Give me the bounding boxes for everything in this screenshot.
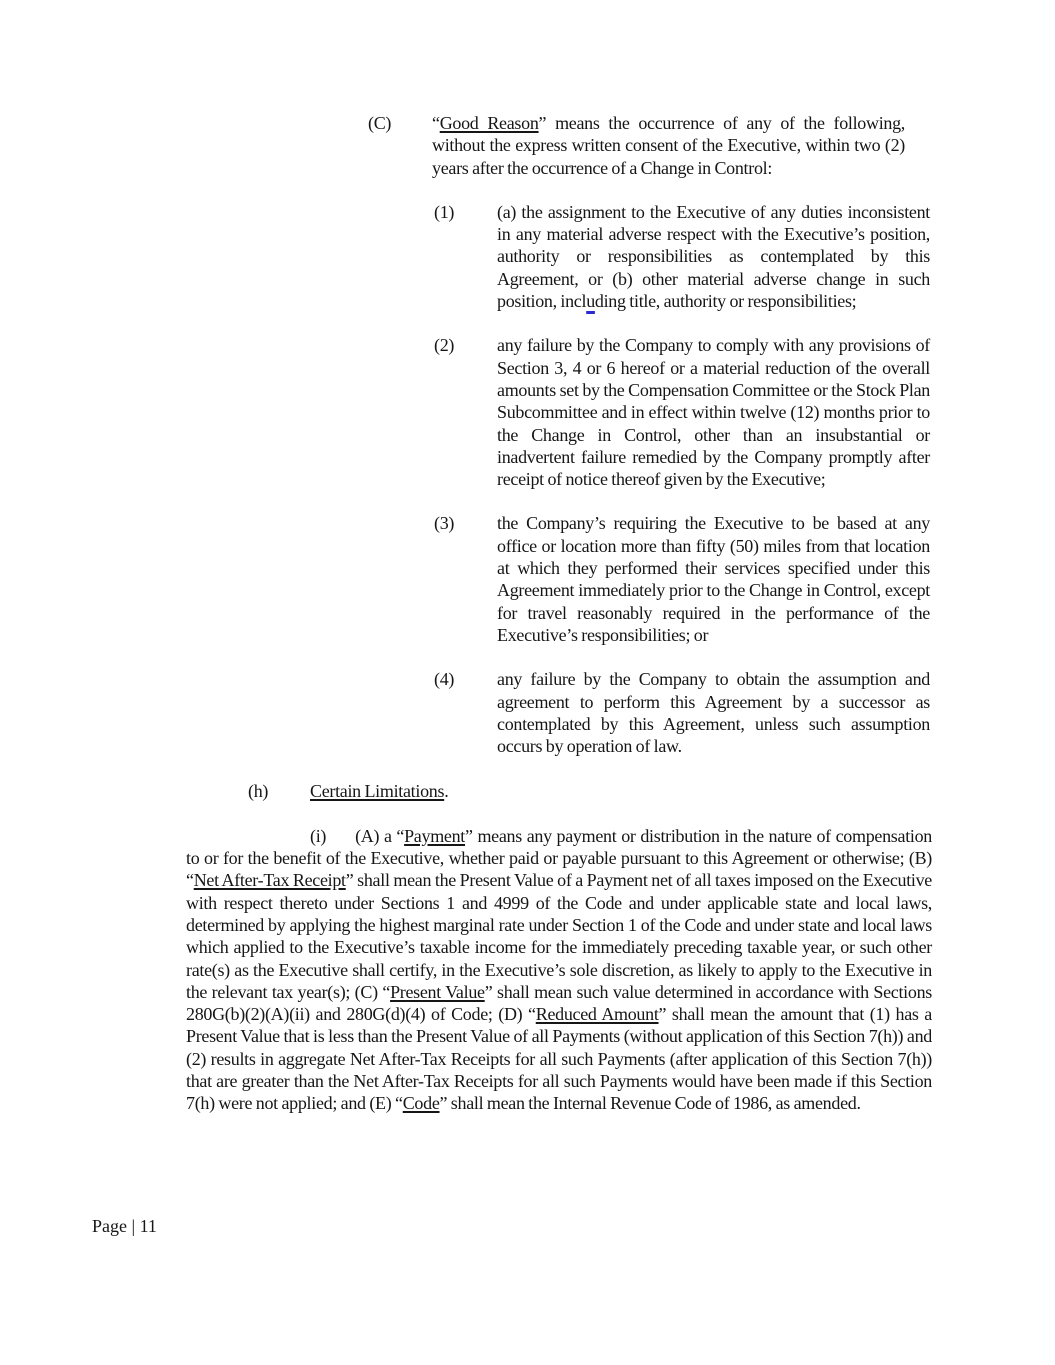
list-item-1-text: (a) the assignment to the Executive of any duties inconsistent in any material adverse respect with the Executive’s position, authority or responsibilities as contemplated by this Agreement, or (b) other material adverse change in such position, including title, authority or responsibilities; (497, 201, 930, 312)
clause-h-heading: Certain Limitations. (310, 781, 449, 802)
list-item-1 (434, 201, 930, 312)
list-item-3-text: the Company’s requiring the Executive to be based at any office or location more than fifty (50) miles from that location at which they performed their services specified under this Agreement immediately prior to the Change in Control, except for travel reasonably required in the performance of the Executive’s responsibilities; or (497, 513, 930, 645)
list-item-2-label: (2) (434, 335, 455, 356)
clause-h-certain-limitations (248, 780, 1055, 802)
list-item-2 (434, 334, 930, 490)
list-item-2-text: any failure by the Company to comply with any provisions of Section 3, 4 or 6 hereof or a material reduction of the overall amounts set by the Compensation Committee or the Stock Plan Subcommittee and in effect within twelve (12) months prior to the Change in Control, other than an insubstantial or inadvertent failure remedied by the Company promptly after receipt of notice thereof given by the Executive; (497, 335, 930, 490)
list-item-4 (434, 668, 930, 757)
clause-h-label: (h) (248, 781, 269, 802)
paragraph-i-definitions: (i) (A) a “Payment” means any payment or distribution in the nature of compensation to or for the benefit of the Executive, whether paid or payable pursuant to this Agreement or otherwise; (B) “Net After-Tax Receipt” shall mean the Present Value of a Payment net of all taxes imposed on the Executive with respect thereto under Sections 1 and 4999 of the Code and under applicable state and local laws, determined by applying the highest marginal rate under Section 1 of the Code and under state and local laws which applied to the Executive’s taxable income for the immediately preceding taxable year, or such other rate(s) as the Executive shall certify, in the Executive’s sole discretion, as likely to apply to the Executive in the relevant tax year(s); (C) “Present Value” shall mean such value determined in accordance with Sections 280G(b)(2)(A)(ii) and 280G(d)(4) of Code; (D) “Reduced Amount” shall mean the amount that (1) has a Present Value that is less than the Present Value of all Payments (without application of this Section 7(h)) and (2) results in aggregate Net After-Tax Receipts for all such Payments (after application of this Section 7(h)) that are greater than the Net After-Tax Receipts for all such Payments would have been made if this Section 7(h) were not applied; and (E) “Code” shall mean the Internal Revenue Code of 1986, as amended. (186, 825, 933, 1114)
clause-c-label: (C) (368, 113, 392, 133)
clause-c-text: “Good Reason” means the occurrence of any of the following, without the express written consent of the Executive, within two (2) years after the occurrence of a Change in Control: (432, 113, 905, 178)
list-item-3 (434, 512, 930, 646)
list-item-4-text: any failure by the Company to obtain the assumption and agreement to perform this Agreement by a successor as contemplated by this Agreement, unless such assumption occurs by operation of law. (497, 669, 930, 757)
list-item-1-label: (1) (434, 201, 455, 222)
list-item-3-label: (3) (434, 513, 455, 534)
clause-c-good-reason (368, 112, 905, 179)
list-item-4-label: (4) (434, 669, 455, 690)
page-number: Page | 11 (92, 1216, 157, 1236)
